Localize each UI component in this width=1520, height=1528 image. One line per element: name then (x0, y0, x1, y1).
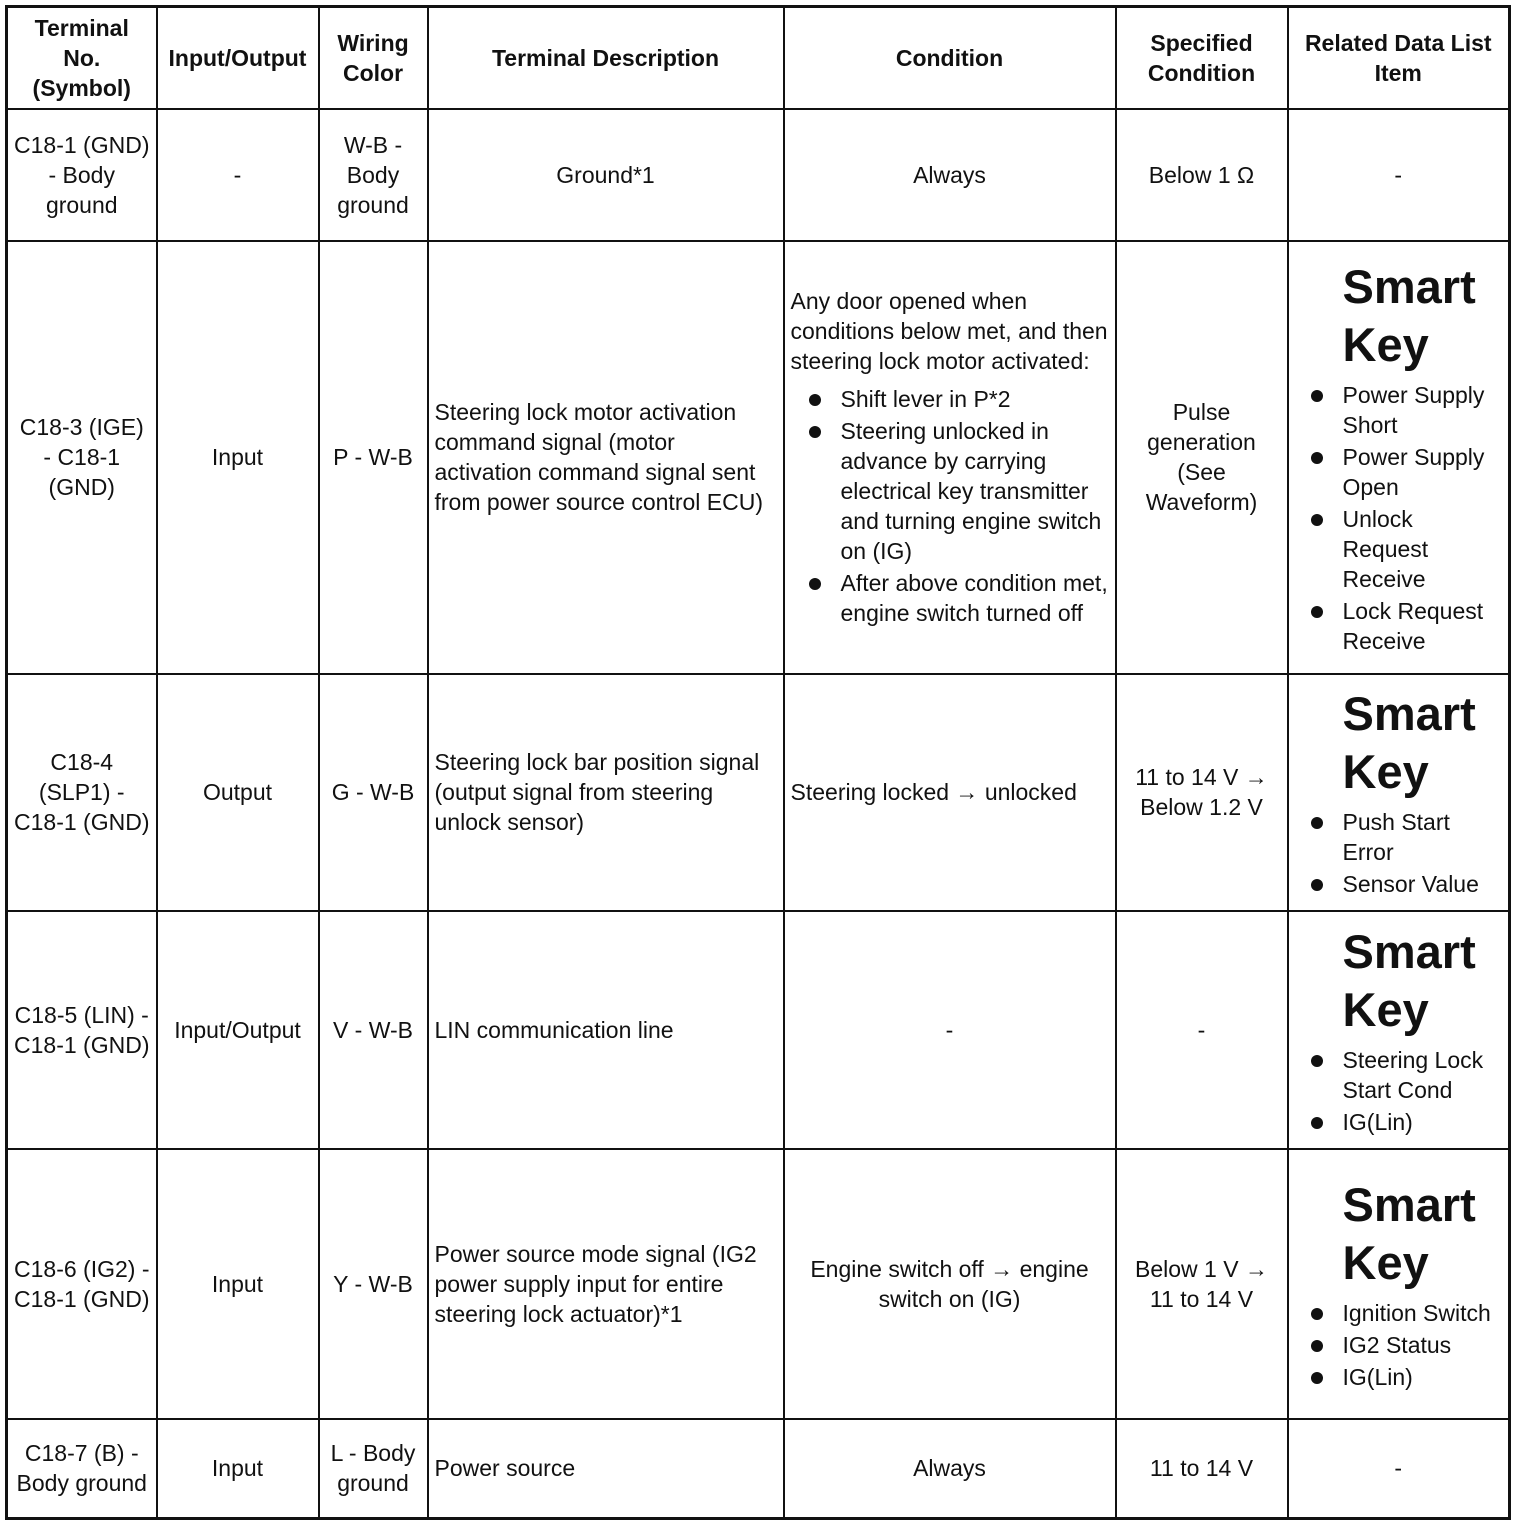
cell-input-output: Input (157, 1149, 319, 1419)
terminal-spec-table (5, 5, 1511, 1520)
cell-input-output: Input (157, 1419, 319, 1519)
cell-terminal: C18-6 (IG2) - C18-1 (GND) (7, 1149, 157, 1419)
list-item: Shift lever in P*2 (791, 384, 1109, 414)
list-item: Unlock Request Receive (1295, 504, 1503, 594)
header-terminal-description: Terminal Description (428, 7, 784, 109)
list-item: IG(Lin) (1295, 1107, 1503, 1137)
cell-condition: Always (784, 109, 1116, 241)
related-title: Smart Key (1342, 1177, 1476, 1289)
cell-description: Steering lock motor activation command signal (motor activation command signal sent from power source control ECU) (428, 241, 784, 674)
header-input-output: Input/Output (157, 7, 319, 109)
cell-related (1288, 241, 1510, 674)
cell-condition: Always (784, 1419, 1116, 1519)
header-related-data-list-item: Related Data List Item (1288, 7, 1510, 109)
cell-description: Steering lock bar position signal (output signal from steering unlock sensor) (428, 674, 784, 911)
condition-intro: Any door opened when conditions below met, and then steering lock motor activated: (790, 288, 1108, 374)
cell-related (1288, 674, 1510, 911)
cell-wiring-color: V - W-B (319, 911, 428, 1149)
header-row (7, 7, 1510, 109)
cell-specified: 11 to 14 V (1116, 1419, 1288, 1519)
cell-specified: Below 1 Ω (1116, 109, 1288, 241)
cell-wiring-color: Y - W-B (319, 1149, 428, 1419)
cell-related: - (1288, 1419, 1510, 1519)
cell-related (1288, 911, 1510, 1149)
cell-wiring-color: L - Body ground (319, 1419, 428, 1519)
list-item: Power Supply Open (1295, 442, 1503, 502)
cell-terminal: C18-7 (B) - Body ground (7, 1419, 157, 1519)
cell-description: Power source (428, 1419, 784, 1519)
related-list (1295, 807, 1503, 899)
cell-wiring-color: P - W-B (319, 241, 428, 674)
cell-terminal: C18-1 (GND) - Body ground (7, 109, 157, 241)
related-title: Smart Key (1342, 924, 1476, 1036)
table-row (7, 911, 1510, 1149)
related-title: Smart Key (1342, 687, 1476, 798)
table-row (7, 1149, 1510, 1419)
condition-list (791, 384, 1109, 628)
cell-specified: Below 1 V → 11 to 14 V (1116, 1149, 1288, 1419)
list-item: Sensor Value (1295, 869, 1503, 899)
cell-specified: Pulse generation (See Waveform) (1116, 241, 1288, 674)
table-row (7, 241, 1510, 674)
header-terminal: Terminal No. (Symbol) (7, 7, 157, 109)
list-item: IG(Lin) (1295, 1362, 1503, 1392)
list-item: Push Start Error (1295, 807, 1503, 867)
list-item: After above condition met, engine switch turned off (791, 568, 1109, 628)
cell-terminal: C18-4 (SLP1) - C18-1 (GND) (7, 674, 157, 911)
table-row (7, 109, 1510, 241)
list-item: Power Supply Short (1295, 380, 1503, 440)
list-item: Steering Lock Start Cond (1295, 1045, 1503, 1105)
cell-description: Ground*1 (428, 109, 784, 241)
header-specified-condition: Specified Condition (1116, 7, 1288, 109)
list-item: Lock Request Receive (1295, 596, 1503, 656)
cell-condition (784, 241, 1116, 674)
cell-input-output: Input (157, 241, 319, 674)
cell-condition: - (784, 911, 1116, 1149)
related-title: Smart Key (1342, 260, 1476, 371)
related-list (1295, 1298, 1503, 1392)
table-row (7, 1419, 1510, 1519)
cell-specified: - (1116, 911, 1288, 1149)
cell-terminal: C18-5 (LIN) - C18-1 (GND) (7, 911, 157, 1149)
list-item: IG2 Status (1295, 1330, 1503, 1360)
cell-wiring-color: W-B - Body ground (319, 109, 428, 241)
related-list (1295, 380, 1503, 656)
cell-description: LIN communication line (428, 911, 784, 1149)
cell-related: - (1288, 109, 1510, 241)
cell-input-output: Output (157, 674, 319, 911)
cell-specified: 11 to 14 V → Below 1.2 V (1116, 674, 1288, 911)
header-wiring-color: Wiring Color (319, 7, 428, 109)
related-list (1295, 1045, 1503, 1137)
header-condition: Condition (784, 7, 1116, 109)
list-item: Ignition Switch (1295, 1298, 1503, 1328)
cell-input-output: Input/Output (157, 911, 319, 1149)
cell-input-output: - (157, 109, 319, 241)
cell-condition: Steering locked → unlocked (784, 674, 1116, 911)
cell-wiring-color: G - W-B (319, 674, 428, 911)
cell-related (1288, 1149, 1510, 1419)
cell-condition: Engine switch off → engine switch on (IG) (784, 1149, 1116, 1419)
list-item: Steering unlocked in advance by carrying electrical key transmitter and turning engine switch on (IG) (791, 416, 1109, 566)
cell-terminal: C18-3 (IGE) - C18-1 (GND) (7, 241, 157, 674)
cell-description: Power source mode signal (IG2 power supply input for entire steering lock actuator)*1 (428, 1149, 784, 1419)
table-row (7, 674, 1510, 911)
